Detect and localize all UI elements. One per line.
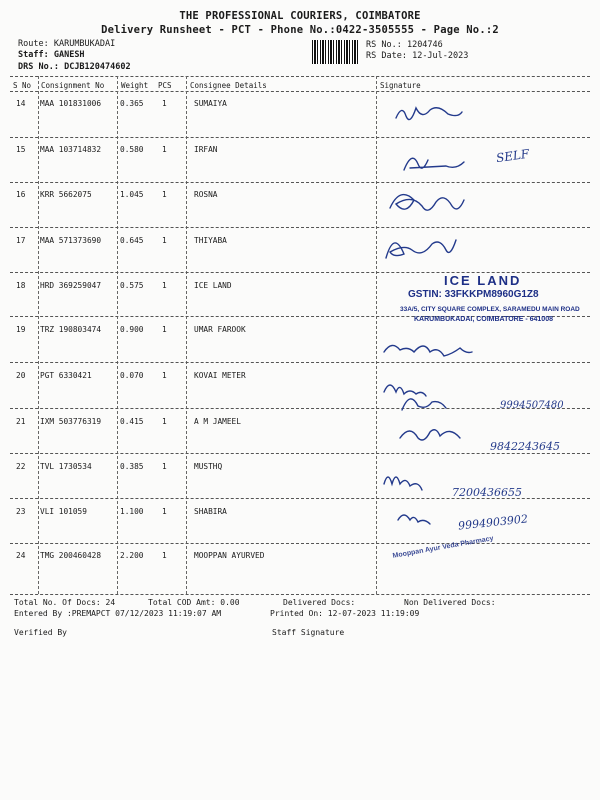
row-weight: 0.415 [120, 417, 144, 426]
drs-label: DRS No.: [18, 62, 59, 72]
verified-by: Verified By [14, 628, 67, 637]
row-consignment: MAA 571373690 [40, 236, 102, 245]
row-consignee: KOVAI METER [194, 371, 246, 380]
col-weight: Weight [121, 81, 149, 90]
row-pcs: 1 [162, 417, 167, 426]
row-weight: 1.045 [120, 190, 144, 199]
total-cod-label: Total COD Amt: [148, 598, 216, 607]
row-pcs: 1 [162, 236, 167, 245]
signature-row-15 [404, 158, 464, 170]
row-weight: 0.645 [120, 236, 144, 245]
non-delivered-docs-label: Non Delivered Docs: [404, 598, 496, 607]
phone-note-21a: 9994507480 [500, 400, 564, 411]
runsheet-subtitle: Delivery Runsheet - PCT - Phone No.:0422-3505555 - Page No.:2 [101, 24, 499, 36]
row-consignee: UMAR FAROOK [194, 325, 246, 334]
row-consignment: PGT 6330421 [40, 371, 92, 380]
entered-by: Entered By :PREMAPCT 07/12/2023 11:19:07 AM [14, 609, 222, 618]
signature-row-23 [398, 515, 430, 524]
signature-row-22 [384, 477, 422, 490]
row-weight: 0.580 [120, 145, 144, 154]
signature-row-17 [386, 240, 456, 258]
phone-note-23: 9994903902 [457, 512, 529, 533]
row-sno: 19 [16, 325, 26, 334]
row-sno: 17 [16, 236, 26, 245]
signature-row-21 [400, 430, 460, 440]
row-consignee: SUMAIYA [194, 99, 227, 108]
row-consignee: A M JAMEEL [194, 417, 241, 426]
row-pcs: 1 [162, 325, 167, 334]
row-consignee: MOOPPAN AYURVED [194, 551, 265, 560]
row-weight: 0.070 [120, 371, 144, 380]
row-pcs: 1 [162, 507, 167, 516]
row-consignee: MUSTHQ [194, 462, 223, 471]
footer-cod [148, 598, 240, 607]
row-pcs: 1 [162, 371, 167, 380]
signature-row-16 [390, 195, 464, 211]
company-title: THE PROFESSIONAL COURIERS, COIMBATORE [179, 10, 421, 22]
row-weight: 0.900 [120, 325, 144, 334]
route-value: KARUMBUKADAI [53, 39, 116, 49]
rs-no-label: RS No.: [366, 40, 402, 50]
row-sno: 18 [16, 281, 26, 290]
total-docs-label: Total No. Of Docs: [14, 598, 101, 607]
staff-signature-label: Staff Signature [272, 628, 345, 637]
stamp-address-2: KARUMBUKADAI, COIMBATORE - 641008 [414, 316, 553, 323]
row-weight: 0.575 [120, 281, 144, 290]
signature-row-20 [384, 385, 446, 410]
row-sno: 21 [16, 417, 26, 426]
col-consignment: Consignment No [41, 81, 105, 90]
row-pcs: 1 [162, 281, 167, 290]
row-consignment: IXM 503776319 [40, 417, 102, 426]
row-consignment: TRZ 190803474 [40, 325, 102, 334]
signature-row-14 [396, 108, 462, 120]
row-weight: 1.100 [120, 507, 144, 516]
row-pcs: 1 [162, 462, 167, 471]
row-consignee: ROSNA [194, 190, 218, 199]
row-consignment: KRR 5662075 [40, 190, 92, 199]
delivered-docs-label: Delivered Docs: [283, 598, 356, 607]
row-pcs: 1 [162, 190, 167, 199]
row-consignment: VLI 101059 [40, 507, 87, 516]
row-sno: 20 [16, 371, 26, 380]
row-pcs: 1 [162, 145, 167, 154]
rs-date-value: 12-Jul-2023 [412, 51, 469, 61]
staff-label: Staff: [18, 50, 49, 60]
row-pcs: 1 [162, 99, 167, 108]
row-sno: 14 [16, 99, 26, 108]
row-consignment: MAA 103714832 [40, 145, 102, 154]
col-pcs: PCS [158, 81, 172, 90]
stamp-address-1: 33A/5, CITY SQUARE COMPLEX, SARAMEDU MAIN ROAD [400, 306, 580, 313]
row-sno: 22 [16, 462, 26, 471]
row-weight: 2.200 [120, 551, 144, 560]
row-consignment: TMG 200460428 [40, 551, 102, 560]
stamp-name: ICE LAND [444, 273, 522, 288]
col-consignee: Consignee Details [190, 81, 267, 90]
row-sno: 24 [16, 551, 26, 560]
rs-date-label: RS Date: [366, 51, 407, 61]
col-signature: Signature [380, 81, 421, 90]
row-sno: 16 [16, 190, 26, 199]
row-consignee: SHABIRA [194, 507, 227, 516]
row-sno: 23 [16, 507, 26, 516]
mooppan-stamp: Mooppan Ayur Veda Pharmacy [392, 535, 495, 560]
row-consignee: ICE LAND [194, 281, 232, 290]
rs-no-value: 1204746 [406, 40, 443, 50]
row-consignment: TVL 1730534 [40, 462, 92, 471]
row-sno: 15 [16, 145, 26, 154]
total-docs-value: 24 [105, 598, 116, 607]
stamp-gstin: GSTIN: 33FKKPM8960G1Z8 [408, 289, 539, 300]
row-weight: 0.365 [120, 99, 144, 108]
signature-row-19 [384, 345, 472, 356]
row-consignee: THIYABA [194, 236, 227, 245]
phone-note-21b: 9842243645 [490, 440, 560, 453]
row-consignment: HRD 369259047 [40, 281, 102, 290]
row-consignment: MAA 101831006 [40, 99, 102, 108]
total-cod-value: 0.00 [220, 598, 240, 607]
phone-note-22: 7200436655 [452, 486, 522, 499]
col-sno: S No [13, 81, 32, 90]
staff-value: GANESH [53, 50, 85, 60]
printed-on: Printed On: 12-07-2023 11:19:09 [270, 609, 420, 618]
row-consignee: IRFAN [194, 145, 218, 154]
row-pcs: 1 [162, 551, 167, 560]
drs-value: DCJB120474602 [64, 62, 131, 72]
self-note: SELF [495, 146, 531, 166]
footer-totals [14, 598, 115, 607]
row-weight: 0.385 [120, 462, 144, 471]
route-label: Route: [18, 39, 49, 49]
